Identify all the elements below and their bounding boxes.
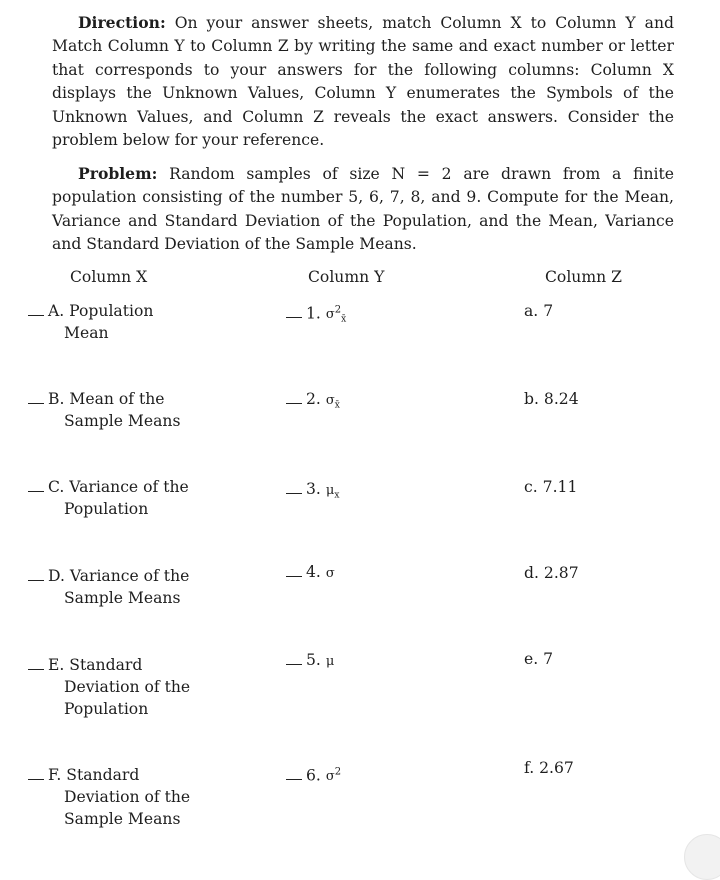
column-y-item-5: [286, 649, 334, 673]
column-z-item-f: f. 2.67: [524, 759, 574, 777]
column-y-item-1: [286, 300, 346, 331]
symbol-sigma-squared-xbar: $\sigma^2_{x̄}$: [325, 305, 347, 325]
answer-blank[interactable]: [286, 402, 302, 404]
x-line3: Sample Means: [64, 810, 181, 828]
column-y-item-6: [286, 762, 341, 788]
column-y-item-2: [286, 388, 340, 417]
problem-text: Random samples of size N = 2 are drawn from a finite population consisting of the number 5, 6, 7, 8, and 9. Compute for the Mean, Variance and Standard Deviation of the Population, and the Mean, Variance and Standard Deviation of the Sample Means.: [52, 165, 674, 254]
x-line2: Deviation of the: [64, 788, 191, 806]
x-line1: B. Mean of the: [48, 390, 165, 408]
column-z-item-a: a. 7: [524, 302, 554, 320]
x-line2: Deviation of the: [64, 678, 191, 696]
direction-label: Direction:: [78, 13, 166, 32]
answer-blank[interactable]: [286, 575, 302, 577]
symbol-mu: μ: [325, 654, 335, 669]
answer-blank[interactable]: [28, 579, 44, 581]
x-line2: Population: [64, 500, 149, 518]
column-x-item-a: [28, 300, 228, 344]
answer-blank[interactable]: [28, 402, 44, 404]
y-number: 6.: [306, 766, 321, 785]
column-x-item-f: [28, 764, 228, 830]
y-number: 4.: [306, 563, 321, 581]
direction-paragraph: [52, 11, 674, 152]
column-z-item-d: d. 2.87: [524, 564, 579, 582]
problem-paragraph: [52, 162, 674, 257]
y-number: 5.: [306, 651, 321, 669]
answer-blank[interactable]: [28, 668, 44, 670]
answer-blank[interactable]: [28, 778, 44, 780]
answer-blank[interactable]: [28, 490, 44, 492]
answer-blank[interactable]: [286, 316, 302, 318]
answer-blank[interactable]: [28, 314, 44, 316]
direction-text: On your answer sheets, match Column X to Column Y and Match Column Y to Column Z by writing the same and exact number or letter that corresponds to your answers for the following columns: Column X displays the Unknown Values, Column Y enumerates the Symbols of the Unknown Values, and Column Z reveals the exact answers. Consider the problem below for your reference.: [52, 14, 674, 150]
column-z-header: Column Z: [545, 268, 622, 286]
x-line2: Sample Means: [64, 412, 181, 430]
symbol-mu-x: $\mu_x$: [325, 483, 340, 501]
x-line1: C. Variance of the: [48, 478, 189, 496]
answer-blank[interactable]: [286, 663, 302, 665]
y-number: 1.: [306, 304, 321, 323]
column-x-item-e: [28, 654, 228, 720]
corner-decoration: [684, 834, 720, 880]
answer-blank[interactable]: [286, 778, 302, 780]
symbol-sigma-xbar: $\sigma_{x̄}$: [325, 393, 340, 411]
answer-blank[interactable]: [286, 492, 302, 494]
x-line2: Mean: [64, 324, 109, 342]
x-line3: Population: [64, 700, 149, 718]
symbol-sigma-squared: $\sigma^2$: [325, 767, 342, 785]
column-x-item-b: [28, 388, 228, 432]
column-y-item-4: [286, 561, 335, 585]
y-number: 2.: [306, 390, 321, 408]
column-x-header: Column X: [70, 268, 148, 286]
x-line1: A. Population: [48, 302, 154, 320]
column-y-header: Column Y: [308, 268, 385, 286]
column-x-item-d: [28, 565, 228, 609]
y-number: 3.: [306, 480, 321, 498]
x-line2: Sample Means: [64, 589, 181, 607]
column-z-item-e: e. 7: [524, 650, 554, 668]
symbol-sigma: σ: [325, 566, 335, 581]
column-x-item-c: [28, 476, 228, 520]
x-line1: D. Variance of the: [48, 567, 190, 585]
column-z-item-b: b. 8.24: [524, 390, 579, 408]
column-z-item-c: c. 7.11: [524, 478, 578, 496]
x-line1: E. Standard: [48, 656, 143, 674]
column-y-item-3: [286, 478, 339, 507]
x-line1: F. Standard: [48, 766, 140, 784]
problem-label: Problem:: [78, 164, 158, 183]
